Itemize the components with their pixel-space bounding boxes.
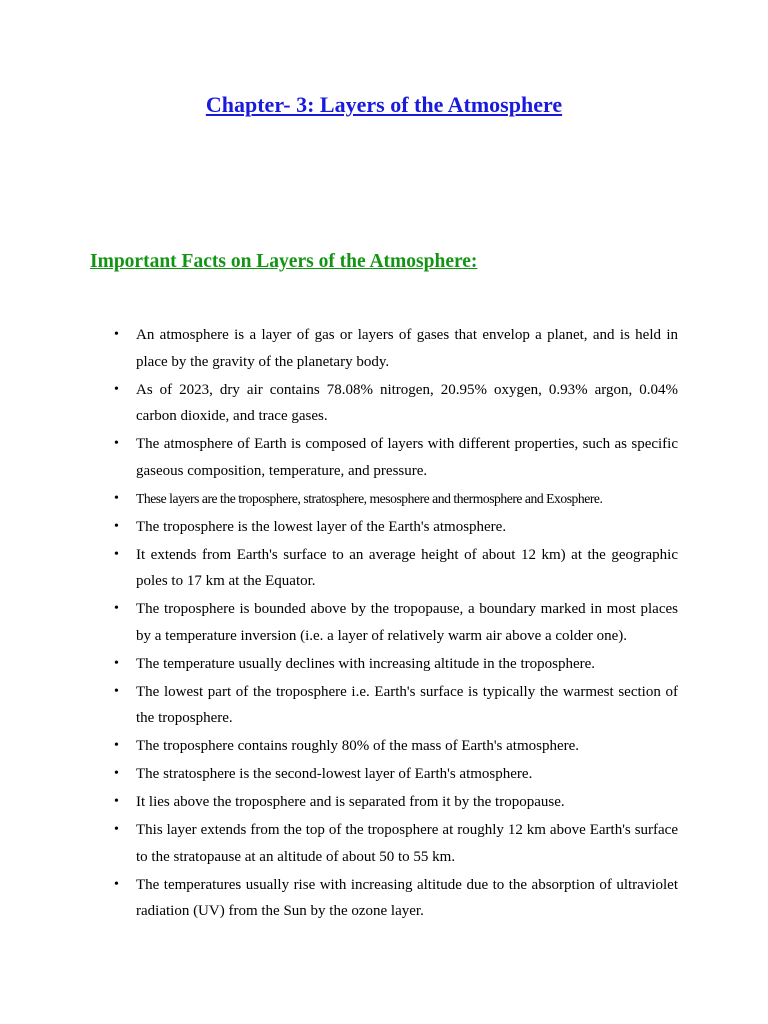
bullet-icon: • xyxy=(114,546,119,562)
section-heading: Important Facts on Layers of the Atmosphere: xyxy=(90,251,478,272)
fact-text: The troposphere is bounded above by the tropopause, a boundary marked in most places by a temperature inversion (i.e. a layer of relatively warm air above a colder one). xyxy=(136,601,678,644)
bullet-icon: • xyxy=(114,381,119,397)
bullet-icon: • xyxy=(114,766,119,781)
bullet-icon: • xyxy=(114,683,119,699)
fact-text: The stratosphere is the second-lowest layer of Earth's atmosphere. xyxy=(136,766,533,782)
bullet-icon: • xyxy=(114,327,119,342)
fact-text: An atmosphere is a layer of gas or layers of gases that envelop a planet, and is held in place by the gravity of the planetary body. xyxy=(136,327,678,370)
fact-text: The temperature usually declines with increasing altitude in the troposphere. xyxy=(136,655,596,672)
fact-item xyxy=(0,733,768,760)
bullet-icon: • xyxy=(114,794,119,809)
bullet-icon: • xyxy=(114,655,119,671)
bullet-icon: • xyxy=(114,601,119,616)
fact-text: The temperatures usually rise with increasing altitude due to the absorption of ultraviolet radiation (UV) from the Sun by the ozone layer. xyxy=(136,876,678,919)
bullet-icon: • xyxy=(114,876,119,892)
fact-text: These layers are the troposphere, stratosphere, mesosphere and thermosphere and Exosphere. xyxy=(136,490,603,506)
chapter-title: Chapter- 3: Layers of the Atmosphere xyxy=(205,92,563,117)
fact-item xyxy=(0,872,768,925)
bullet-icon: • xyxy=(114,822,119,837)
fact-item xyxy=(0,761,768,788)
fact-item xyxy=(0,651,768,678)
fact-item xyxy=(0,486,768,513)
fact-item xyxy=(0,322,768,375)
fact-item xyxy=(0,514,768,541)
fact-text: As of 2023, dry air contains 78.08% nitrogen, 20.95% oxygen, 0.93% argon, 0.04% carbon dioxide, and trace gases. xyxy=(136,381,678,424)
fact-item xyxy=(0,542,768,595)
bullet-icon: • xyxy=(114,490,119,506)
fact-item xyxy=(0,679,768,732)
fact-text: It extends from Earth's surface to an average height of about 12 km) at the geographic poles to 17 km at the Equator. xyxy=(136,546,678,589)
bullet-icon: • xyxy=(114,436,119,451)
fact-text: This layer extends from the top of the troposphere at roughly 12 km above Earth's surface to the stratopause at an altitude of about 50 to 55 km. xyxy=(136,822,678,865)
fact-item xyxy=(0,377,768,430)
fact-item xyxy=(0,431,768,484)
fact-item xyxy=(0,596,768,649)
fact-text: The atmosphere of Earth is composed of layers with different properties, such as specific gaseous composition, temperature, and pressure. xyxy=(136,436,678,479)
fact-item xyxy=(0,789,768,816)
fact-text: The troposphere contains roughly 80% of the mass of Earth's atmosphere. xyxy=(136,738,580,754)
bullet-icon: • xyxy=(114,738,119,753)
facts-list xyxy=(0,322,768,926)
fact-text: The troposphere is the lowest layer of the Earth's atmosphere. xyxy=(136,518,507,535)
bullet-icon: • xyxy=(114,518,119,534)
fact-item xyxy=(0,817,768,870)
fact-text: The lowest part of the troposphere i.e. Earth's surface is typically the warmest section of the troposphere. xyxy=(136,683,678,726)
fact-text: It lies above the troposphere and is separated from it by the tropopause. xyxy=(136,794,565,810)
